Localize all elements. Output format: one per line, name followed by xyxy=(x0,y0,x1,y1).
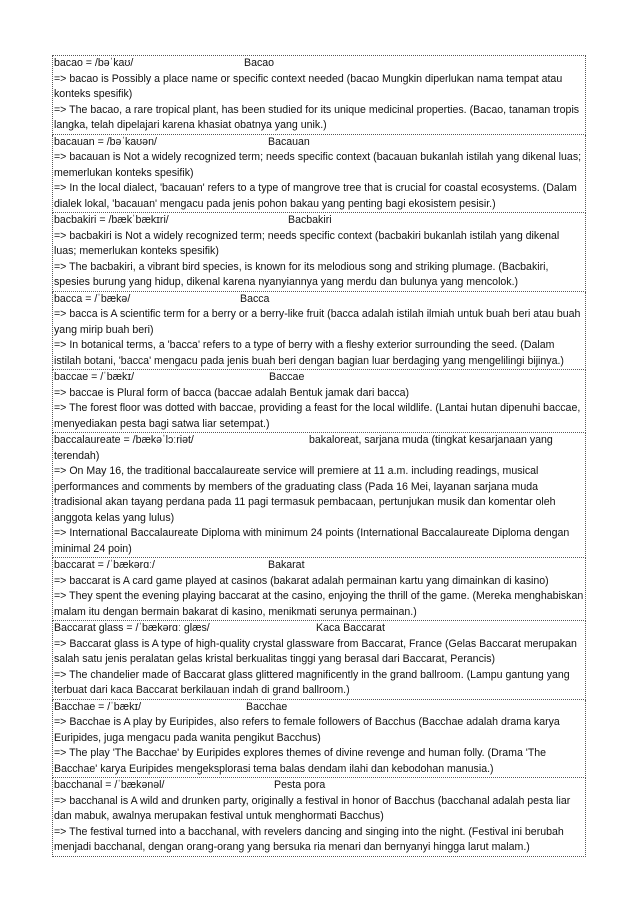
headword: baccalaureate = /bækəˈlɔːriət/ xyxy=(54,434,194,446)
definition-line: => bacca is A scientific term for a berry or a berry-like fruit (bacca adalah istilah ilmiah untuk buah beri atau buah yang mirip buah beri) xyxy=(54,308,581,336)
entry-head xyxy=(54,778,584,794)
translation: Bacchae xyxy=(246,700,288,713)
definition-line: => bacchanal is A wild and drunken party, originally a festival in honor of Bacchus (bacchanal adalah pesta liar dan mabuk, awalnya merupakan festival untuk menghormati Bacchus) xyxy=(54,794,571,822)
headword: baccae = /ˈbækɪ/ xyxy=(54,371,135,383)
entry-head xyxy=(54,370,584,386)
translation: Bakarat xyxy=(268,559,305,571)
example-line: => The forest floor was dotted with baccae, providing a feast for the local wildlife. (Lantai hutan dipenuhi baccae, menyediakan pesta bagi satwa liar setempat.) xyxy=(54,402,581,430)
definition-line: => baccae is Plural form of bacca (baccae adalah Bentuk jamak dari bacca) xyxy=(54,386,410,399)
definition-line: => bacbakiri is Not a widely recognized term; needs specific context (bacbakiri bukanlah istilah yang dikenal luas; memerlukan konteks spesifik) xyxy=(54,229,560,257)
entry-head xyxy=(54,558,584,574)
definition-line: => Bacchae is A play by Euripides, also refers to female followers of Bacchus (Bacchae adalah drama karya Euripides, juga mengacu pada wanita pengikut Bacchus) xyxy=(54,716,560,744)
headword: bacauan = /bəˈkaʊən/ xyxy=(54,135,157,148)
translation: Bacbakiri xyxy=(288,214,332,226)
headword: bacchanal = /ˈbækənəl/ xyxy=(54,779,165,791)
dictionary-entry xyxy=(52,700,586,779)
translation: Baccae xyxy=(269,371,305,383)
entry-head xyxy=(54,292,584,308)
definition-line: => On May 16, the traditional baccalaureate service will premiere at 11 a.m. including readings, musical performances and comments by members of the graduating class (Pada 16 Mei, layanan sarjana muda tradisional akan tayang perdana pada 11 pagi termasuk pembacaan, pertunjukan musik dan komentar oleh anggota kelas yang lulus) xyxy=(54,465,556,524)
dictionary-entry xyxy=(52,621,586,700)
example-line: => The play 'The Bacchae' by Euripides explores themes of divine revenge and human folly. (Drama 'The Bacchae' karya Euripides mengeksplorasi tema balas dendam ilahi dan kebodohan manusia.) xyxy=(54,747,547,775)
example-line: => They spent the evening playing baccarat at the casino, enjoying the thrill of the game. (Mereka menghabiskan malam itu dengan bermain bakarat di kasino, menikmati serunya permainan.) xyxy=(54,590,584,618)
dictionary-entry xyxy=(52,433,586,558)
headword: baccarat = /ˈbækərɑː/ xyxy=(54,559,155,571)
dictionary-entry xyxy=(52,213,586,292)
dictionary-entry xyxy=(52,778,586,857)
translation: Bacao xyxy=(244,57,275,69)
entry-head xyxy=(54,700,584,716)
dictionary-entry xyxy=(52,56,586,135)
translation: Pesta pora xyxy=(274,779,326,791)
example-line: => International Baccalaureate Diploma with minimum 24 points (International Baccalaureate Diploma dengan minimal 24 poin) xyxy=(54,527,570,555)
entry-head xyxy=(54,213,584,229)
definition-line: => bacauan is Not a widely recognized term; needs specific context (bacauan bukanlah istilah yang dikenal luas; memerlukan konteks spesifik) xyxy=(54,151,582,179)
entry-head xyxy=(54,621,584,637)
headword: Bacchae = /ˈbækɪ/ xyxy=(54,700,142,713)
entry-head xyxy=(54,56,584,72)
definition-line: => baccarat is A card game played at casinos (bakarat adalah permainan kartu yang dimainkan di kasino) xyxy=(54,574,549,587)
headword: bacbakiri = /bækˈbækɪri/ xyxy=(54,214,169,226)
example-line: => The bacao, a rare tropical plant, has been studied for its unique medicinal properties. (Bacao, tanaman tropis langka, telah dipelajari karena khasiat obatnya yang unik.) xyxy=(54,103,580,131)
dictionary-page xyxy=(52,55,586,857)
definition-line: => Baccarat glass is A type of high-quality crystal glassware from Baccarat, France (Gelas Baccarat merupakan salah satu jenis peralatan gelas kristal berkualitas tinggi yang berasal dari Baccarat, Perancis) xyxy=(54,637,577,665)
example-line: => The chandelier made of Baccarat glass glittered magnificently in the grand ballroom. (Lampu gantung yang terbuat dari kaca Baccarat berkilauan indah di grand ballroom.) xyxy=(54,668,570,696)
example-line: => The festival turned into a bacchanal, with revelers dancing and singing into the night. (Festival ini berubah menjadi bacchanal, dengan orang-orang yang bersuka ria menari dan bernyanyi hingga larut malam.) xyxy=(54,825,564,853)
translation: Bacauan xyxy=(268,135,310,148)
headword: Baccarat glass = /ˈbækərɑː ɡlæs/ xyxy=(54,622,210,634)
definition-line: => bacao is Possibly a place name or specific context needed (bacao Mungkin diperlukan nama tempat atau konteks spesifik) xyxy=(54,72,563,100)
translation: bakaloreat, sarjana muda (tingkat kesarjanaan yang terendah) xyxy=(54,434,553,462)
dictionary-entry xyxy=(52,370,586,433)
example-line: => The bacbakiri, a vibrant bird species, is known for its melodious song and striking plumage. (Bacbakiri, spesies burung yang hidup, dikenal karena nyanyiannya yang merdu dan bulunya yang mencolok.) xyxy=(54,260,549,288)
entry-head xyxy=(54,135,584,151)
dictionary-entry xyxy=(52,292,586,371)
translation: Kaca Baccarat xyxy=(316,622,385,634)
dictionary-entry xyxy=(52,135,586,214)
entry-head xyxy=(54,433,584,464)
dictionary-entry xyxy=(52,558,586,621)
headword: bacca = /ˈbækə/ xyxy=(54,292,131,305)
example-line: => In the local dialect, 'bacauan' refers to a type of mangrove tree that is crucial for coastal ecosystems. (Dalam dialek lokal, 'bacauan' mengacu pada jenis pohon bakau yang penting bagi ekosistem pesisir.) xyxy=(54,182,577,210)
headword: bacao = /bəˈkaʊ/ xyxy=(54,57,134,69)
translation: Bacca xyxy=(240,292,270,305)
example-line: => In botanical terms, a 'bacca' refers to a type of berry with a fleshy exterior surrounding the seed. (Dalam istilah botani, 'bacca' mengacu pada jenis buah beri dengan bagian luar berdaging yang mengelilingi bijinya.) xyxy=(54,339,564,367)
